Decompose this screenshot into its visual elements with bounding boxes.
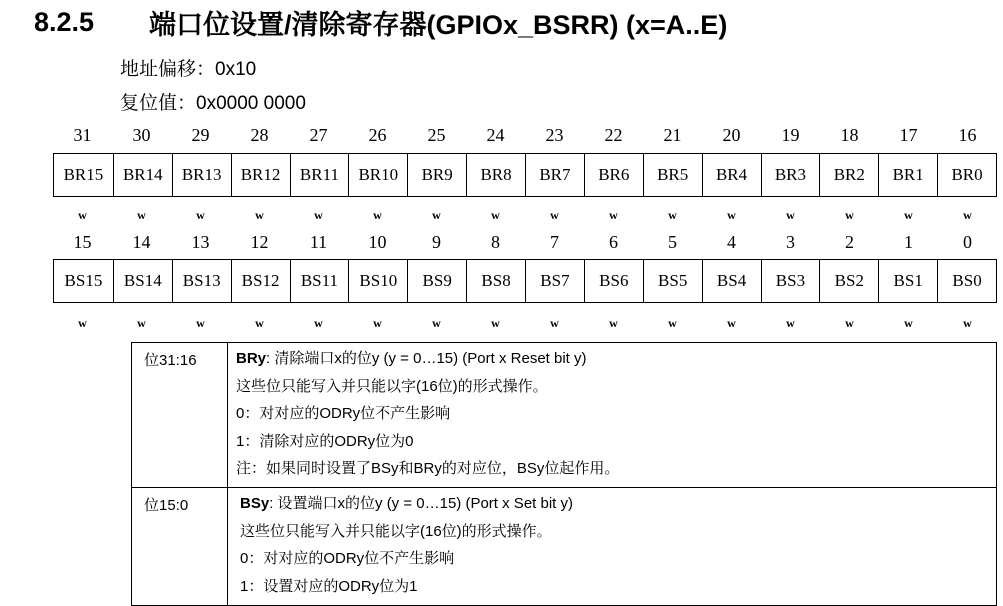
access-type: w xyxy=(196,208,205,222)
bit-number: 18 xyxy=(840,125,859,145)
access-type: w xyxy=(491,208,500,222)
field-cell: BR2 xyxy=(819,154,878,196)
bit-number: 7 xyxy=(550,232,559,252)
description-line: 这些位只能写入并只能以字(16位)的形式操作。 xyxy=(240,522,552,540)
field-cell: BS1 xyxy=(878,260,937,302)
field-cell: BR12 xyxy=(231,154,290,196)
access-type: w xyxy=(432,208,441,222)
access-type: w xyxy=(314,316,323,330)
description-row-br xyxy=(132,343,997,488)
bit-number: 16 xyxy=(958,125,977,145)
bit-number: 21 xyxy=(663,125,682,145)
field-cell: BR9 xyxy=(407,154,466,196)
field-cell: BR0 xyxy=(937,154,996,196)
bit-description-table xyxy=(131,342,997,606)
description-title xyxy=(240,492,996,520)
access-type: w xyxy=(78,208,87,222)
field-cell: BR6 xyxy=(584,154,643,196)
access-type: w xyxy=(609,316,618,330)
address-offset xyxy=(120,54,256,81)
reset-value xyxy=(120,88,306,115)
section-heading xyxy=(34,2,727,42)
field-cell: BR13 xyxy=(172,154,231,196)
access-type: w xyxy=(491,316,500,330)
bit-number: 6 xyxy=(609,232,618,252)
bit-number: 26 xyxy=(368,125,387,145)
bit-number: 17 xyxy=(899,125,918,145)
bit-number: 25 xyxy=(427,125,446,145)
field-cell: BS5 xyxy=(643,260,702,302)
access-type: w xyxy=(550,208,559,222)
bit-number: 29 xyxy=(191,125,210,145)
bit-number: 19 xyxy=(781,125,800,145)
access-type: w xyxy=(373,316,382,330)
field-name: BRy xyxy=(236,350,267,367)
bit-number: 24 xyxy=(486,125,505,145)
access-type: w xyxy=(668,208,677,222)
bit-number: 4 xyxy=(727,232,736,252)
bit-number: 22 xyxy=(604,125,623,145)
description-row-bs xyxy=(132,488,997,606)
description-body xyxy=(228,488,997,606)
access-type: w xyxy=(137,208,146,222)
reset-value-text: 0x0000 0000 xyxy=(196,93,306,114)
access-type: w xyxy=(255,208,264,222)
field-cell: BS15 xyxy=(64,271,103,290)
access-type: w xyxy=(786,208,795,222)
access-type: w xyxy=(904,208,913,222)
access-type: w xyxy=(137,316,146,330)
field-cell: BR4 xyxy=(702,154,761,196)
field-cell: BR11 xyxy=(290,154,349,196)
description-line: 这些位只能写入并只能以字(16位)的形式操作。 xyxy=(236,377,548,395)
field-cell: BS10 xyxy=(348,260,407,302)
field-cell: BR3 xyxy=(761,154,820,196)
register-fields-high xyxy=(53,153,997,197)
field-cell: BS8 xyxy=(466,260,525,302)
field-cell: BS4 xyxy=(702,260,761,302)
field-cell: BR1 xyxy=(878,154,937,196)
access-type: w xyxy=(727,316,736,330)
bit-number: 3 xyxy=(786,232,795,252)
bit-range-label: 位15:0 xyxy=(132,488,228,606)
field-cell: BR7 xyxy=(525,154,584,196)
bit-number: 15 xyxy=(73,232,92,252)
description-title xyxy=(236,347,996,375)
access-type: w xyxy=(963,208,972,222)
field-name: BSy xyxy=(240,495,270,512)
access-type: w xyxy=(314,208,323,222)
reset-label: 复位值： xyxy=(120,93,197,114)
bit-number: 10 xyxy=(368,232,387,252)
access-type: w xyxy=(373,208,382,222)
bit-number: 1 xyxy=(904,232,913,252)
access-type: w xyxy=(255,316,264,330)
bit-number: 27 xyxy=(309,125,328,145)
field-cell: BS11 xyxy=(290,260,349,302)
field-cell: BS7 xyxy=(525,260,584,302)
bit-numbers-high xyxy=(53,123,997,147)
bit-number: 11 xyxy=(309,232,328,252)
field-cell: BS14 xyxy=(113,260,172,302)
field-cell: BS2 xyxy=(819,260,878,302)
bit-number: 5 xyxy=(668,232,677,252)
description-line: 0：对对应的ODRy位不产生影响 xyxy=(236,405,451,422)
field-cell: BS13 xyxy=(172,260,231,302)
section-number: 8.2.5 xyxy=(34,6,95,37)
bit-number: 13 xyxy=(191,232,210,252)
access-type: w xyxy=(550,316,559,330)
bit-number: 28 xyxy=(250,125,269,145)
access-type: w xyxy=(78,316,87,330)
description-line: 1：设置对应的ODRy位为1 xyxy=(240,577,418,595)
offset-label: 地址偏移： xyxy=(120,59,216,80)
access-type: w xyxy=(904,316,913,330)
field-cell: BR10 xyxy=(348,154,407,196)
access-type: w xyxy=(668,316,677,330)
access-type: w xyxy=(609,208,618,222)
field-title: : 清除端口x的位y (y = 0…15) (Port x Reset bit y) xyxy=(266,350,587,367)
access-row-low xyxy=(53,315,997,331)
access-type: w xyxy=(845,316,854,330)
field-cell: BS3 xyxy=(761,260,820,302)
field-cell: BR5 xyxy=(643,154,702,196)
bit-number: 8 xyxy=(491,232,500,252)
access-type: w xyxy=(963,316,972,330)
register-fields-low xyxy=(53,259,997,303)
field-cell: BS9 xyxy=(407,260,466,302)
access-row-high xyxy=(53,207,997,223)
bit-number: 30 xyxy=(132,125,151,145)
field-cell: BS0 xyxy=(937,260,996,302)
bit-number: 9 xyxy=(432,232,441,252)
bit-number: 0 xyxy=(963,232,972,252)
bit-number: 2 xyxy=(845,232,854,252)
description-line: 0：对对应的ODRy位不产生影响 xyxy=(240,550,455,567)
description-line: 1：清除对应的ODRy位为0 xyxy=(236,432,414,450)
bit-number: 12 xyxy=(250,232,269,252)
field-cell: BR15 xyxy=(63,165,104,184)
access-type: w xyxy=(432,316,441,330)
bit-number: 31 xyxy=(73,125,92,145)
bit-range-label: 位31:16 xyxy=(132,343,228,488)
section-title: 端口位设置/清除寄存器(GPIOx_BSRR) (x=A..E) xyxy=(149,9,728,40)
bit-number: 20 xyxy=(722,125,741,145)
access-type: w xyxy=(845,208,854,222)
field-cell: BS6 xyxy=(584,260,643,302)
offset-value: 0x10 xyxy=(215,59,257,80)
bit-numbers-low xyxy=(53,230,997,254)
field-cell: BS12 xyxy=(231,260,290,302)
field-title: : 设置端口x的位y (y = 0…15) (Port x Set bit y) xyxy=(269,495,573,512)
description-body xyxy=(228,343,997,488)
field-cell: BR14 xyxy=(113,154,172,196)
access-type: w xyxy=(196,316,205,330)
description-note: 注：如果同时设置了BSy和BRy的对应位，BSy位起作用。 xyxy=(236,460,620,477)
field-cell: BR8 xyxy=(466,154,525,196)
access-type: w xyxy=(786,316,795,330)
access-type: w xyxy=(727,208,736,222)
bit-number: 23 xyxy=(545,125,564,145)
bit-number: 14 xyxy=(132,232,151,252)
